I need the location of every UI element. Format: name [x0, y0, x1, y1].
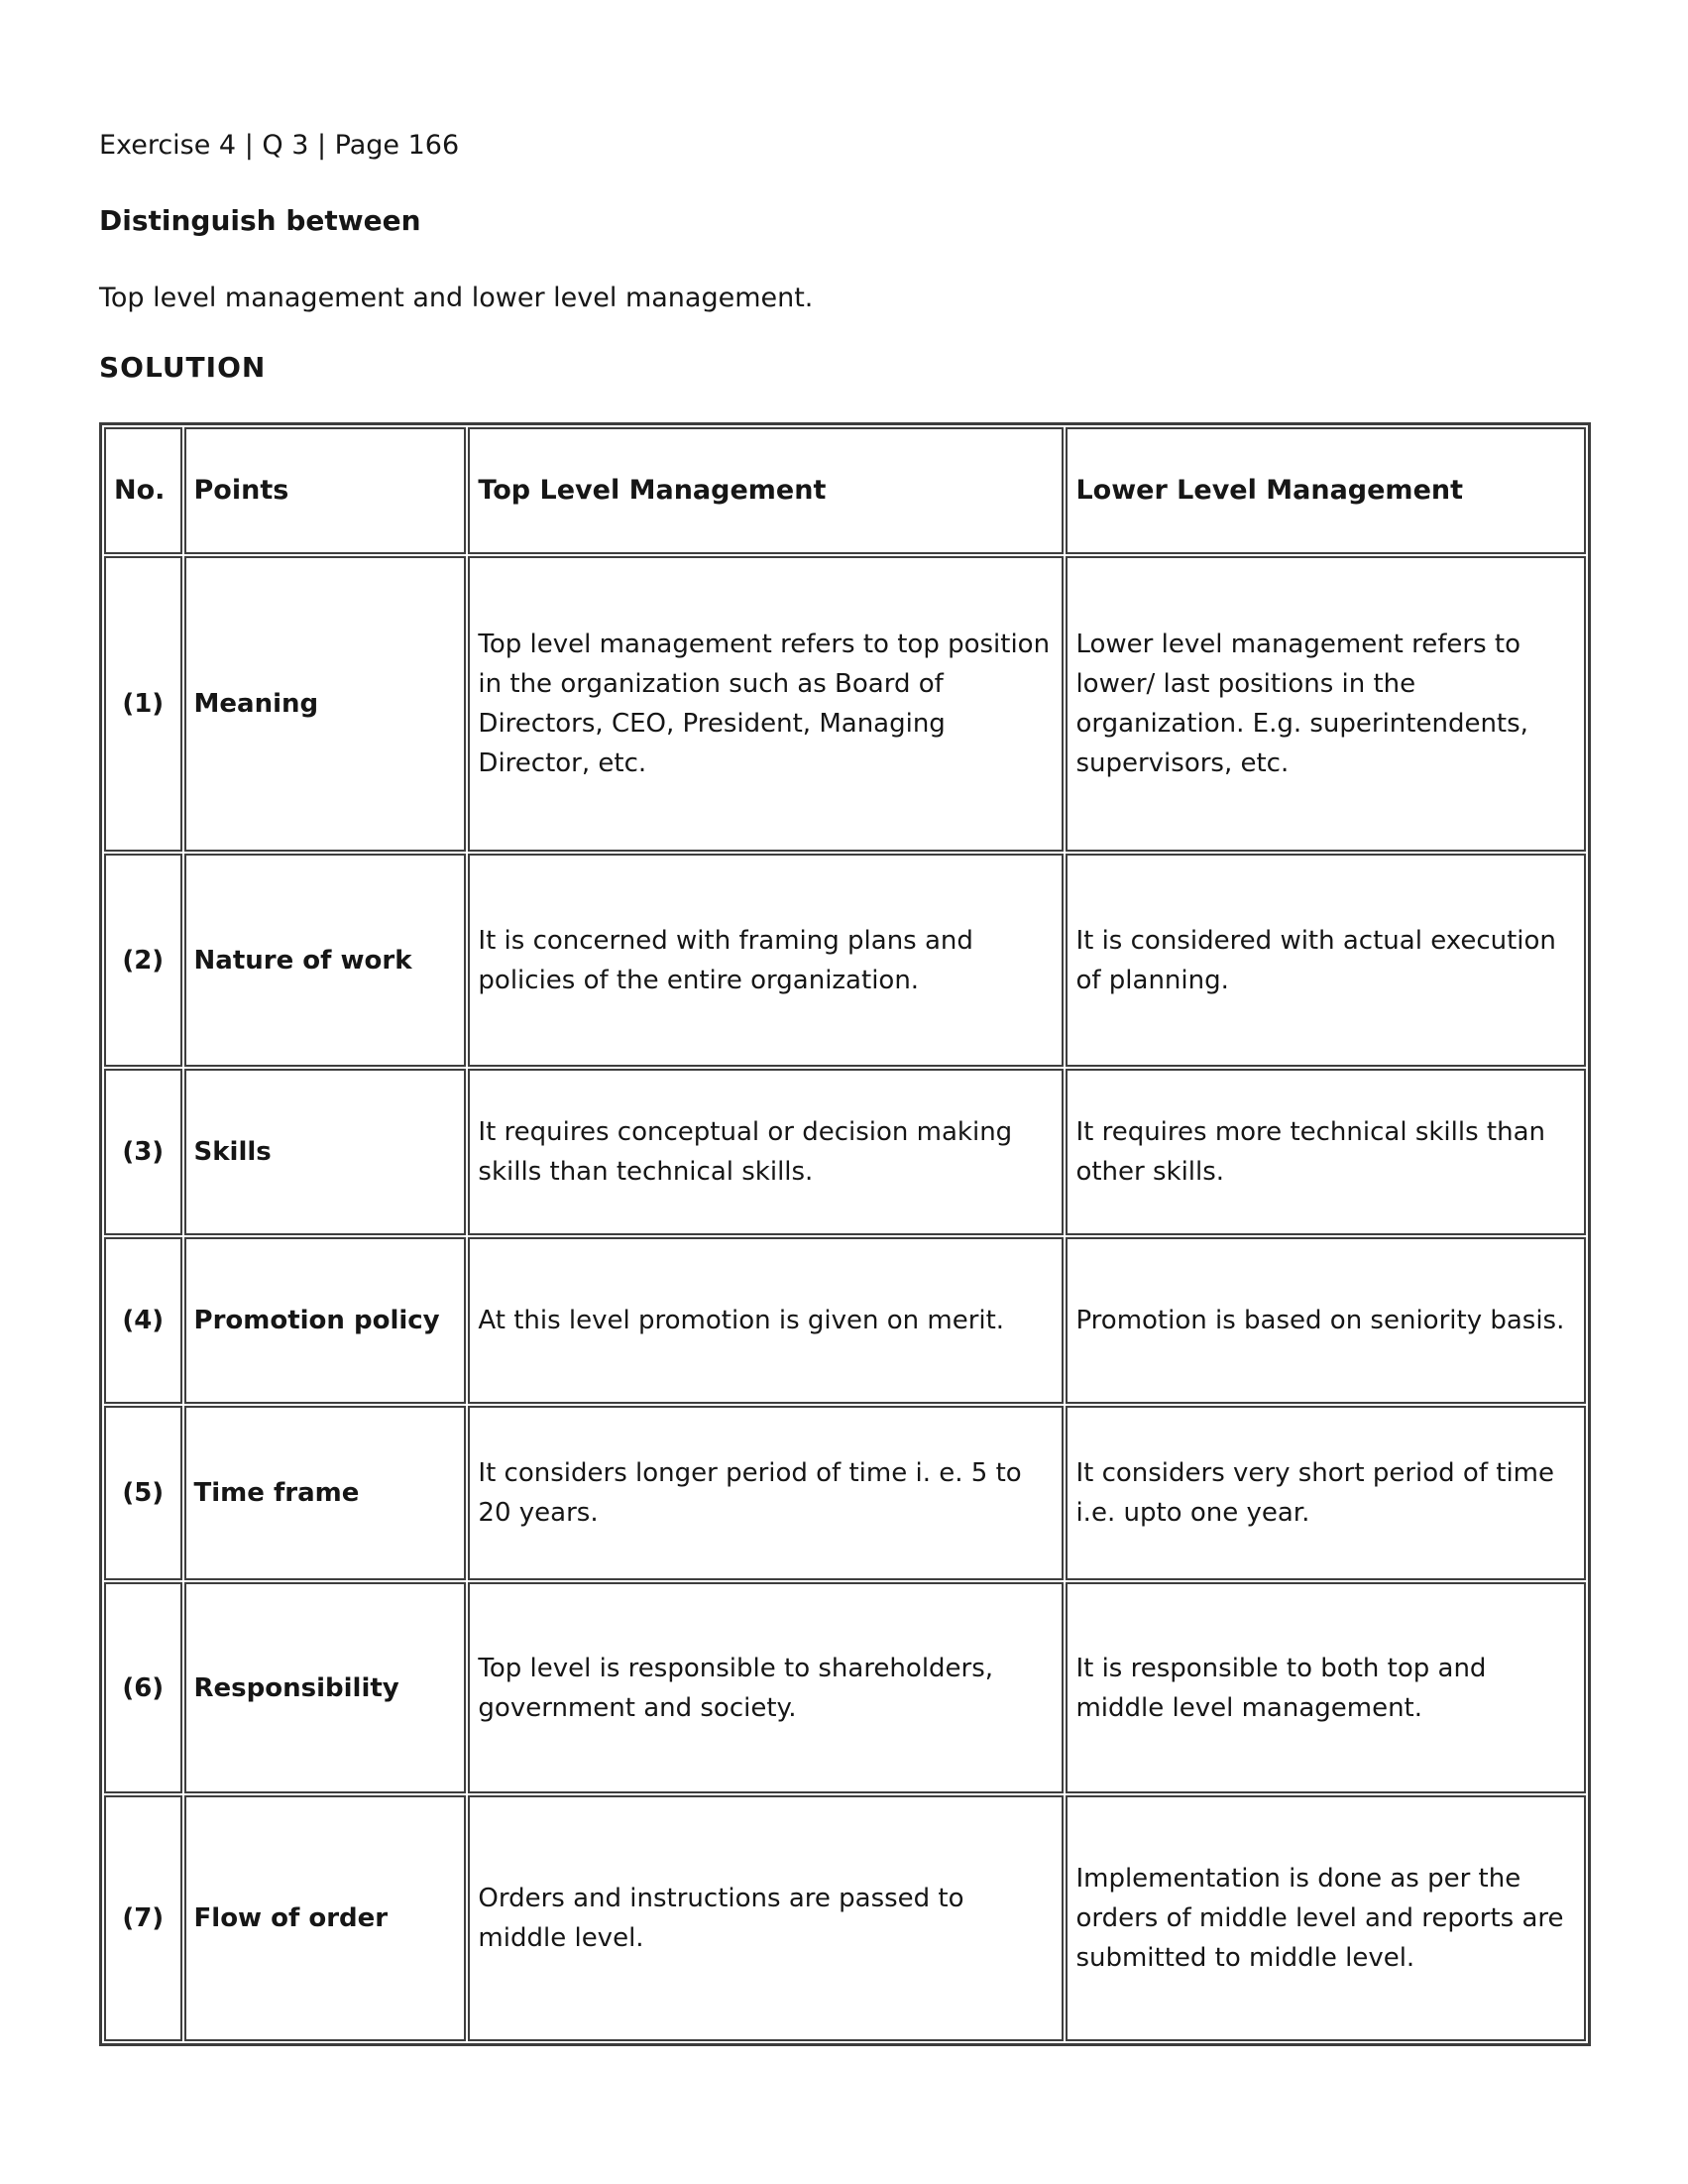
row-number-cell: (6) — [104, 1582, 182, 1793]
point-cell: Skills — [184, 1069, 467, 1235]
column-header-points: Points — [184, 427, 467, 554]
top-level-cell: Orders and instructions are passed to middle level. — [468, 1795, 1064, 2041]
top-level-cell: Top level management refers to top position in the organization such as Board of Directors, CEO, President, Managing Director, etc. — [468, 556, 1064, 852]
lower-level-cell: It requires more technical skills than other skills. — [1066, 1069, 1586, 1235]
comparison-table-head — [104, 427, 1586, 554]
header-row — [104, 427, 1586, 554]
breadcrumb: Exercise 4 | Q 3 | Page 166 — [99, 130, 460, 161]
table-row — [104, 1582, 1586, 1793]
top-level-cell: It is concerned with framing plans and policies of the entire organization. — [468, 854, 1064, 1067]
row-number-cell: (4) — [104, 1237, 182, 1404]
question-heading: Distinguish between — [99, 204, 421, 237]
row-number-cell: (5) — [104, 1406, 182, 1580]
table-row — [104, 1237, 1586, 1404]
point-cell: Responsibility — [184, 1582, 467, 1793]
row-number-cell: (3) — [104, 1069, 182, 1235]
top-level-cell: It requires conceptual or decision making skills than technical skills. — [468, 1069, 1064, 1235]
table-row — [104, 1406, 1586, 1580]
lower-level-cell: Lower level management refers to lower/ last positions in the organization. E.g. superintendents, supervisors, etc. — [1066, 556, 1586, 852]
comparison-table — [99, 422, 1591, 2046]
question-text: Top level management and lower level management. — [99, 283, 814, 313]
lower-level-cell: Promotion is based on seniority basis. — [1066, 1237, 1586, 1404]
table-row — [104, 1069, 1586, 1235]
top-level-cell: Top level is responsible to shareholders, government and society. — [468, 1582, 1064, 1793]
top-level-cell: At this level promotion is given on merit. — [468, 1237, 1064, 1404]
row-number-cell: (2) — [104, 854, 182, 1067]
lower-level-cell: It is considered with actual execution of planning. — [1066, 854, 1586, 1067]
top-level-cell: It considers longer period of time i. e. 5 to 20 years. — [468, 1406, 1064, 1580]
point-cell: Meaning — [184, 556, 467, 852]
lower-level-cell: It is responsible to both top and middle level management. — [1066, 1582, 1586, 1793]
column-header-top-level: Top Level Management — [468, 427, 1064, 554]
point-cell: Nature of work — [184, 854, 467, 1067]
column-header-no: No. — [104, 427, 182, 554]
comparison-table-body — [104, 556, 1586, 2041]
point-cell: Flow of order — [184, 1795, 467, 2041]
row-number-cell: (1) — [104, 556, 182, 852]
table-row — [104, 1795, 1586, 2041]
lower-level-cell: Implementation is done as per the orders of middle level and reports are submitted to middle level. — [1066, 1795, 1586, 2041]
point-cell: Time frame — [184, 1406, 467, 1580]
solution-heading: SOLUTION — [99, 351, 267, 384]
point-cell: Promotion policy — [184, 1237, 467, 1404]
lower-level-cell: It considers very short period of time i.e. upto one year. — [1066, 1406, 1586, 1580]
column-header-lower-level: Lower Level Management — [1066, 427, 1586, 554]
row-number-cell: (7) — [104, 1795, 182, 2041]
table-row — [104, 854, 1586, 1067]
table-row — [104, 556, 1586, 852]
